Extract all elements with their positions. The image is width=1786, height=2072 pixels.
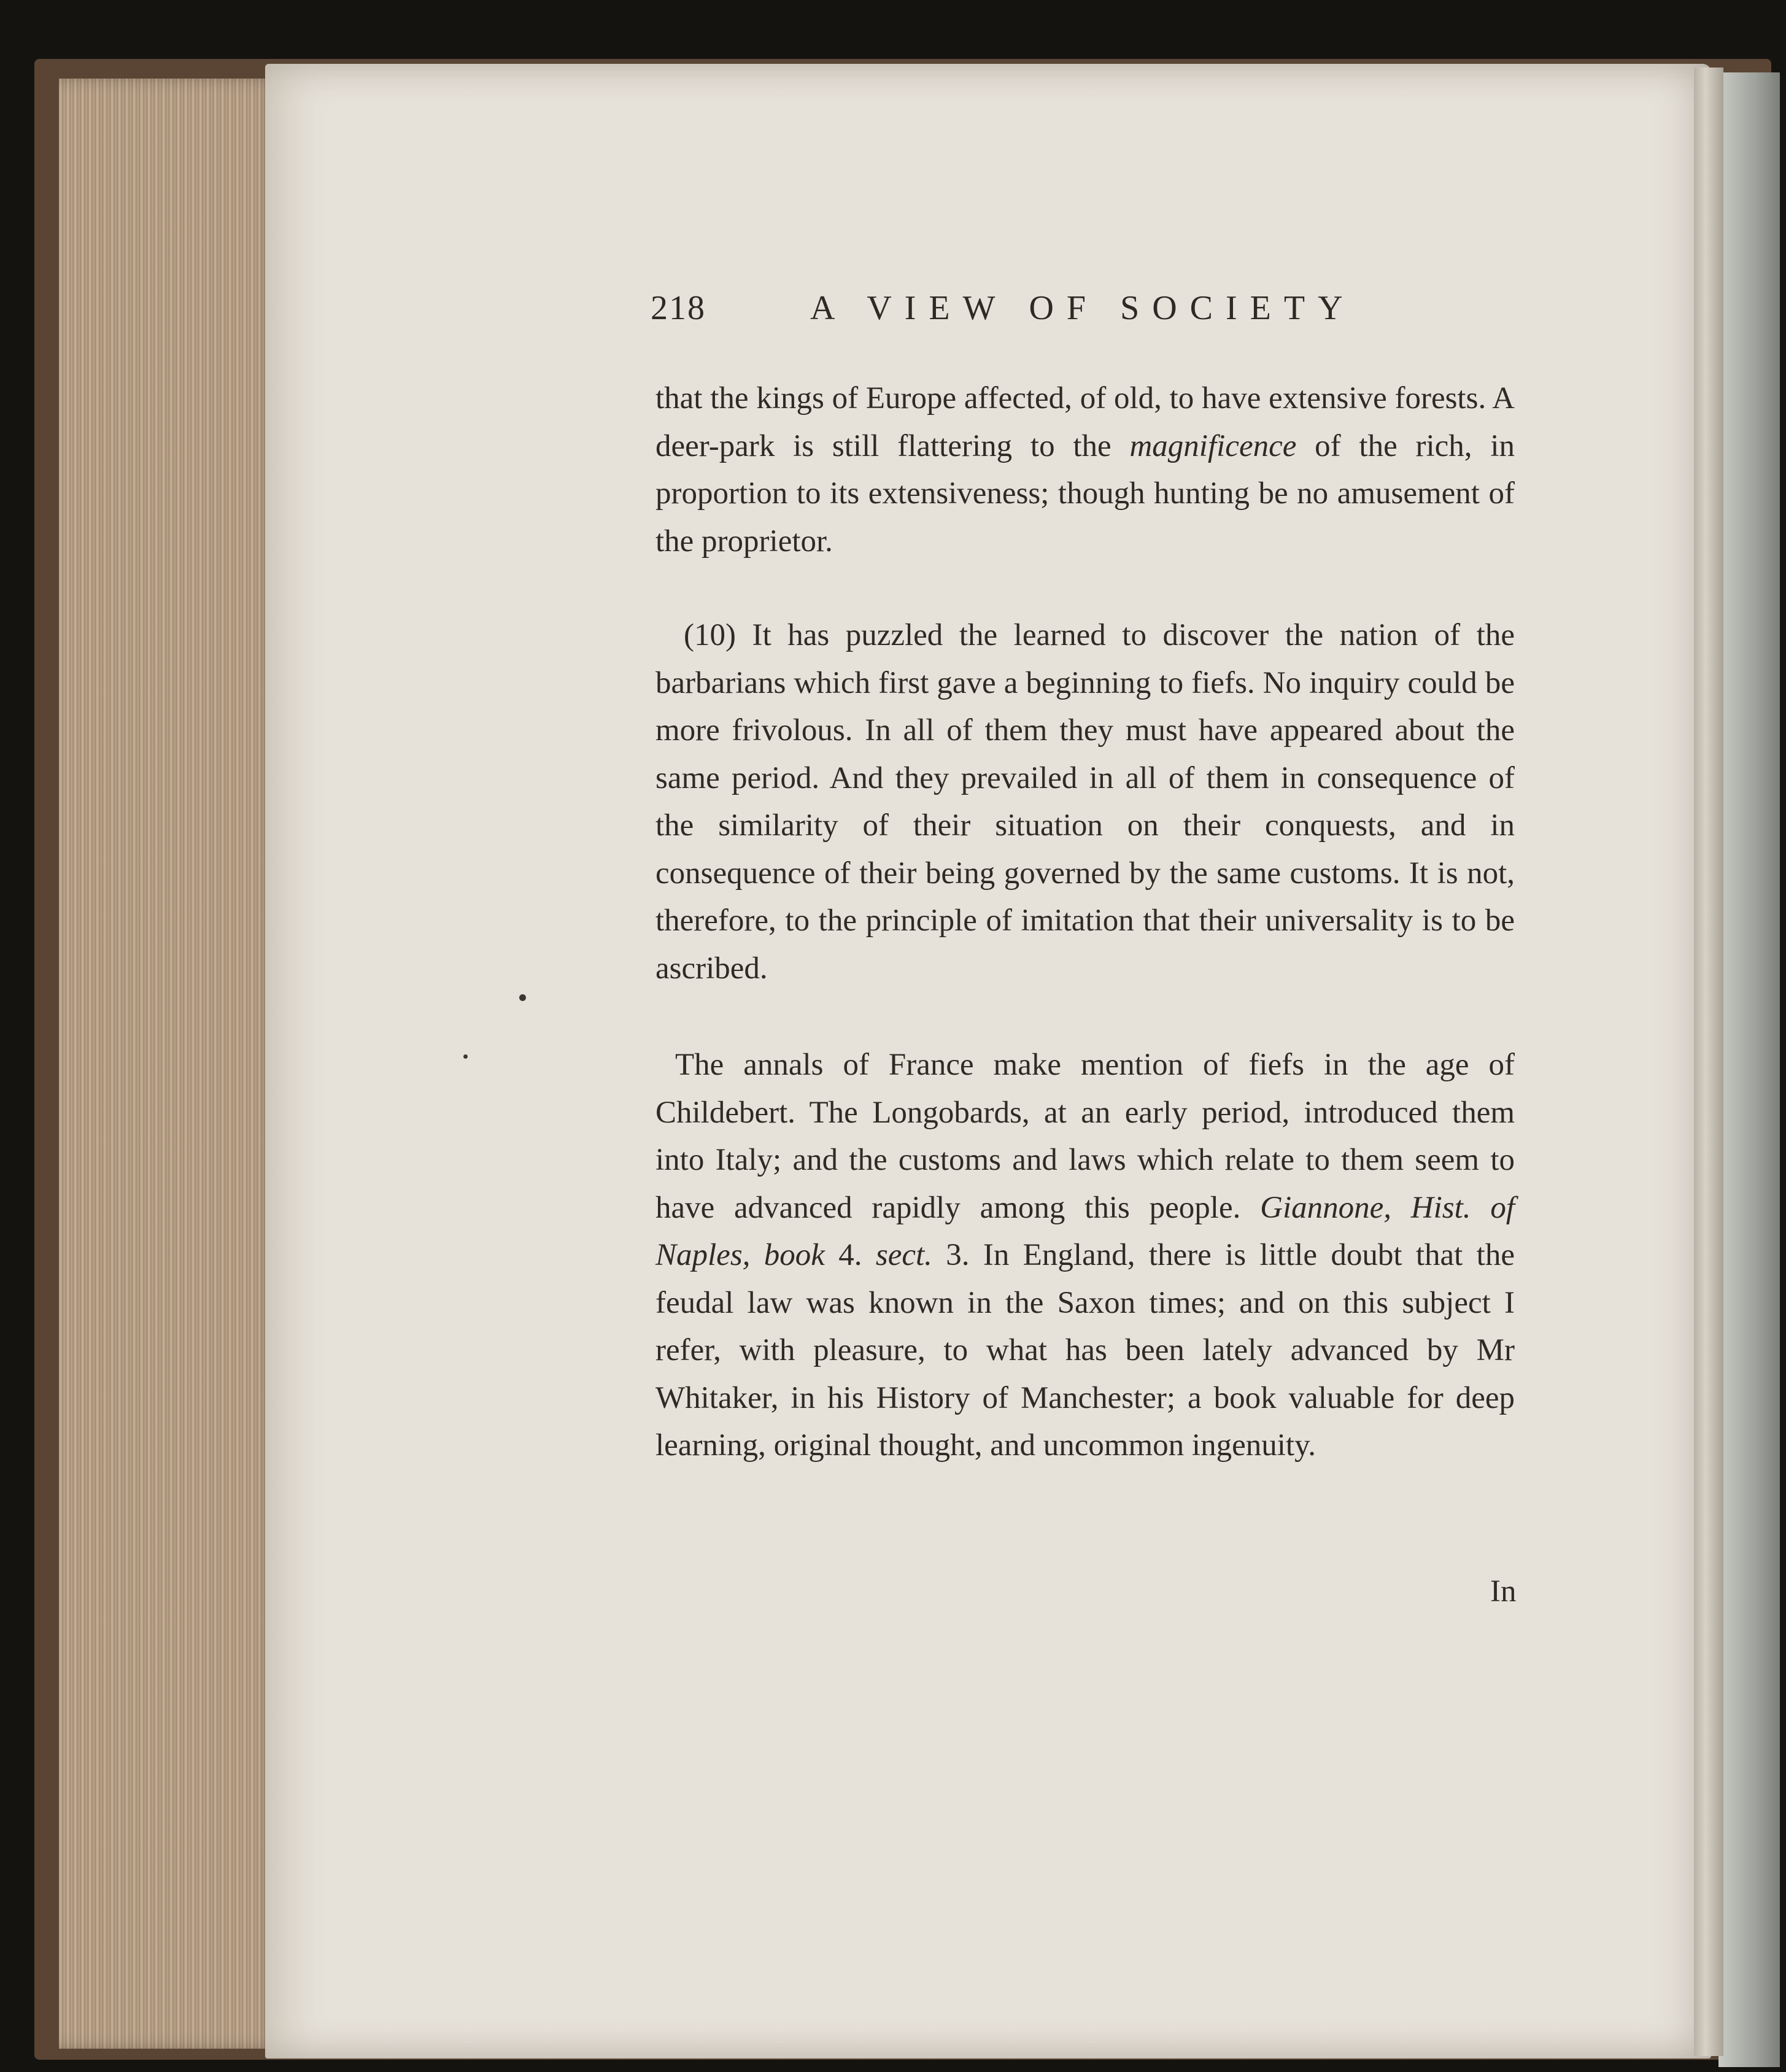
paragraph-2	[655, 612, 1515, 992]
paragraph-text: (10) It has puzzled the learned to discover the nation of the barbarians which first gave a beginning to fiefs. No inquiry could be more frivolous. In all of them they must have appeared about the same period. And they prevailed in all of them in consequence of the similarity of their situation on their conquests, and in consequence of their being governed by the same customs. It is not, therefore, to the principle of imitation that their universality is to be ascribed.	[655, 618, 1515, 986]
paragraph-text: that the kings of Europe affected, of old, to have extensive forests. A deer-park is still flattering to the	[655, 381, 1515, 463]
citation-italic: sect.	[875, 1238, 932, 1272]
paragraph-text: The annals of France make mention of fiefs in the age of Childebert. The Longobards, at an early period, introduced them into Italy; and the customs and laws which relate to them seem to have advanced rapidly among this people.	[655, 1048, 1515, 1225]
paragraph-3	[655, 1042, 1515, 1470]
catchword: In	[1490, 1574, 1517, 1609]
running-title: A VIEW OF SOCIETY	[810, 289, 1356, 327]
italic-text: magnificence	[1129, 428, 1297, 463]
paragraph-text: of the rich, in proportion to its extensiveness; though hunting be no amusement of the proprietor.	[655, 428, 1515, 559]
paragraph-1	[655, 375, 1515, 565]
paragraph-text: 3. In England, there is little doubt that the feudal law was known in the Saxon times; and on this subject I refer, with pleasure, to what has been lately advanced by Mr Whitaker, in his History of Manchester; a book valuable for deep learning, original thought, and uncommon ingenuity.	[655, 1238, 1515, 1463]
page-edges	[59, 79, 280, 2049]
page-header	[651, 284, 1393, 333]
next-page-edge	[1718, 72, 1780, 2067]
ink-speck	[463, 1054, 468, 1059]
page-number: 218	[651, 289, 706, 327]
paragraph-text: 4.	[824, 1238, 876, 1272]
page-gutter	[1694, 68, 1723, 2056]
ink-speck	[519, 994, 526, 1001]
citation-italic: Giannone, Hist. of Naples, book	[655, 1190, 1515, 1272]
